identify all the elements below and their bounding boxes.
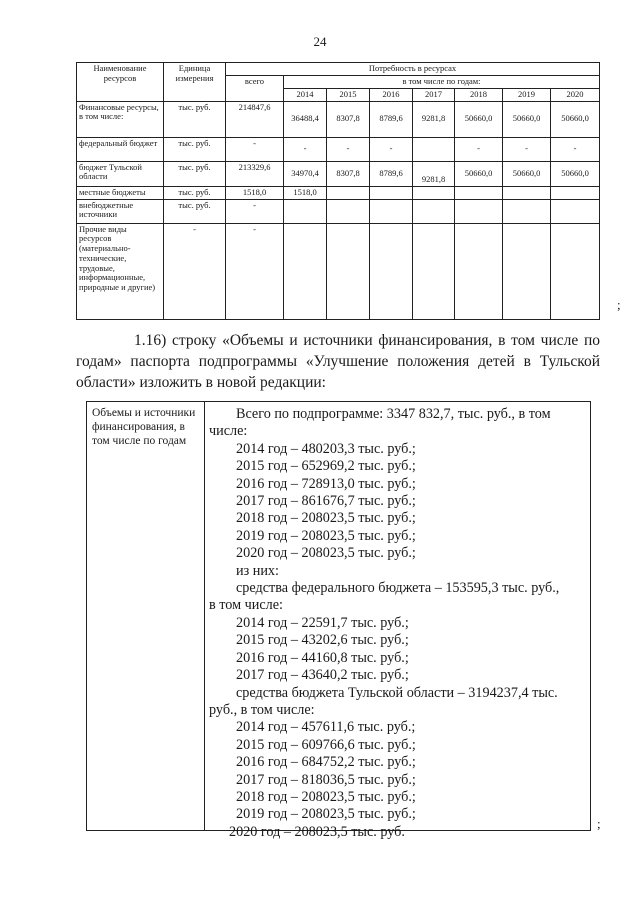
row-value: -	[284, 137, 327, 161]
row-total: -	[226, 199, 284, 223]
row-value: 50660,0	[455, 161, 503, 186]
row-value: 50660,0	[503, 101, 551, 137]
table-end-mark: ;	[617, 297, 621, 312]
row-value: -	[370, 137, 413, 161]
row-value: 9281,8	[413, 161, 455, 186]
row-value: 8789,6	[370, 101, 413, 137]
table-row	[77, 137, 600, 161]
row-value: -	[503, 137, 551, 161]
row-value	[551, 223, 600, 319]
row-value	[327, 199, 370, 223]
row-name: Прочие виды ресурсов (материально-технические, трудовые, информационные, природные и другие)	[77, 223, 164, 319]
row-total: -	[226, 223, 284, 319]
row-total: 213329,6	[226, 161, 284, 186]
funding-line: 2017 год – 43640,2 тыс. руб.;	[236, 667, 409, 684]
row-value: 50660,0	[455, 101, 503, 137]
table-row	[77, 101, 600, 137]
row-value: 34970,4	[284, 161, 327, 186]
row-value: 50660,0	[551, 161, 600, 186]
box-end-mark: ;	[597, 816, 601, 831]
row-value: 50660,0	[503, 161, 551, 186]
year-header: 2018	[455, 88, 503, 101]
row-value: 8307,8	[327, 161, 370, 186]
row-value: 8307,8	[327, 101, 370, 137]
funding-line: 2019 год – 208023,5 тыс. руб.;	[236, 527, 416, 544]
header-name: Наименование ресурсов	[77, 63, 164, 102]
row-value	[413, 186, 455, 199]
table-row	[77, 161, 600, 186]
funding-box	[86, 401, 591, 840]
row-unit: тыс. руб.	[164, 161, 226, 186]
row-name: федеральный бюджет	[77, 137, 164, 161]
funding-line: 2020 год – 208023,5 тыс. руб.	[229, 823, 405, 840]
row-value: 1518,0	[284, 186, 327, 199]
row-value	[284, 223, 327, 319]
row-value	[370, 199, 413, 223]
row-name: местные бюджеты	[77, 186, 164, 199]
year-header: 2017	[413, 88, 455, 101]
funding-line: 2016 год – 44160,8 тыс. руб.;	[236, 649, 409, 666]
year-header: 2020	[551, 88, 600, 101]
row-value	[284, 199, 327, 223]
row-value: -	[327, 137, 370, 161]
row-name: внебюджетные источники	[77, 199, 164, 223]
funding-details	[209, 406, 587, 841]
table-row	[77, 186, 600, 199]
year-header: 2019	[503, 88, 551, 101]
funding-line: 2014 год – 480203,3 тыс. руб.;	[236, 440, 416, 457]
row-value: -	[455, 137, 503, 161]
row-value	[413, 199, 455, 223]
year-header: 2014	[284, 88, 327, 101]
row-value	[503, 186, 551, 199]
row-value	[551, 186, 600, 199]
funding-line: 2015 год – 609766,6 тыс. руб.;	[236, 736, 416, 753]
page-number: 24	[313, 34, 327, 49]
funding-line: средства федерального бюджета – 153595,3 тыс. руб.,	[236, 580, 560, 597]
row-unit: тыс. руб.	[164, 101, 226, 137]
table-row	[77, 199, 600, 223]
funding-line: 2017 год – 861676,7 тыс. руб.;	[236, 493, 416, 510]
funding-line: Всего по подпрограмме: 3347 832,7, тыс. руб., в том	[236, 406, 551, 422]
row-value	[551, 199, 600, 223]
funding-line: 2017 год – 818036,5 тыс. руб.;	[236, 771, 416, 788]
row-value	[370, 223, 413, 319]
row-name: бюджет Тульской области	[77, 161, 164, 186]
funding-line: 2018 год – 208023,5 тыс. руб.;	[236, 788, 416, 805]
year-header: 2015	[327, 88, 370, 101]
paragraph-line: годам» паспорта подпрограммы «Улучшение положения детей в Тульской	[76, 353, 600, 370]
funding-line: в том числе:	[209, 597, 283, 614]
row-total: -	[226, 137, 284, 161]
funding-line: 2014 год – 457611,6 тыс. руб.;	[236, 719, 416, 736]
row-value	[455, 199, 503, 223]
row-value	[370, 186, 413, 199]
year-header: 2016	[370, 88, 413, 101]
funding-line: 2019 год – 208023,5 тыс. руб.;	[236, 806, 416, 823]
funding-line: из них:	[236, 562, 279, 579]
row-value	[413, 223, 455, 319]
row-value	[327, 223, 370, 319]
row-unit: -	[164, 223, 226, 319]
row-value	[413, 137, 455, 161]
header-by-year: в том числе по годам:	[284, 76, 600, 89]
header-total: всего	[226, 76, 284, 102]
funding-line: 2015 год – 652969,2 тыс. руб.;	[236, 458, 416, 475]
header-need: Потребность в ресурсах	[226, 63, 600, 76]
row-unit: тыс. руб.	[164, 186, 226, 199]
row-value	[327, 186, 370, 199]
resources-table	[76, 62, 600, 320]
row-value: 36488,4	[284, 101, 327, 137]
row-value	[455, 186, 503, 199]
funding-line: 2015 год – 43202,6 тыс. руб.;	[236, 632, 409, 649]
amendment-paragraph	[76, 330, 600, 393]
row-value: 50660,0	[551, 101, 600, 137]
row-value	[503, 223, 551, 319]
funding-line: средства бюджета Тульской области – 3194237,4 тыс.	[236, 684, 558, 701]
funding-line: числе:	[209, 423, 248, 440]
funding-line: руб., в том числе:	[209, 701, 315, 718]
paragraph-line: 1.16) строку «Объемы и источники финансирования, в том числе по	[134, 332, 600, 349]
row-name: Финансовые ресурсы, в том числе:	[77, 101, 164, 137]
funding-label: Объемы и источники финансирования, в том числе по годам	[87, 402, 205, 830]
header-unit: Единица измерения	[164, 63, 226, 102]
row-unit: тыс. руб.	[164, 137, 226, 161]
row-value	[503, 199, 551, 223]
paragraph-line: области» изложить в новой редакции:	[76, 374, 326, 391]
row-total: 214847,6	[226, 101, 284, 137]
funding-line: 2016 год – 728913,0 тыс. руб.;	[236, 475, 416, 492]
funding-line: 2014 год – 22591,7 тыс. руб.;	[236, 614, 409, 631]
row-value: 9281,8	[413, 101, 455, 137]
row-value: 8789,6	[370, 161, 413, 186]
row-value	[455, 223, 503, 319]
row-unit: тыс. руб.	[164, 199, 226, 223]
table-row	[77, 223, 600, 319]
row-total: 1518,0	[226, 186, 284, 199]
funding-line: 2016 год – 684752,2 тыс. руб.;	[236, 754, 416, 771]
funding-line: 2020 год – 208023,5 тыс. руб.;	[236, 545, 416, 562]
funding-line: 2018 год – 208023,5 тыс. руб.;	[236, 510, 416, 527]
row-value: -	[551, 137, 600, 161]
